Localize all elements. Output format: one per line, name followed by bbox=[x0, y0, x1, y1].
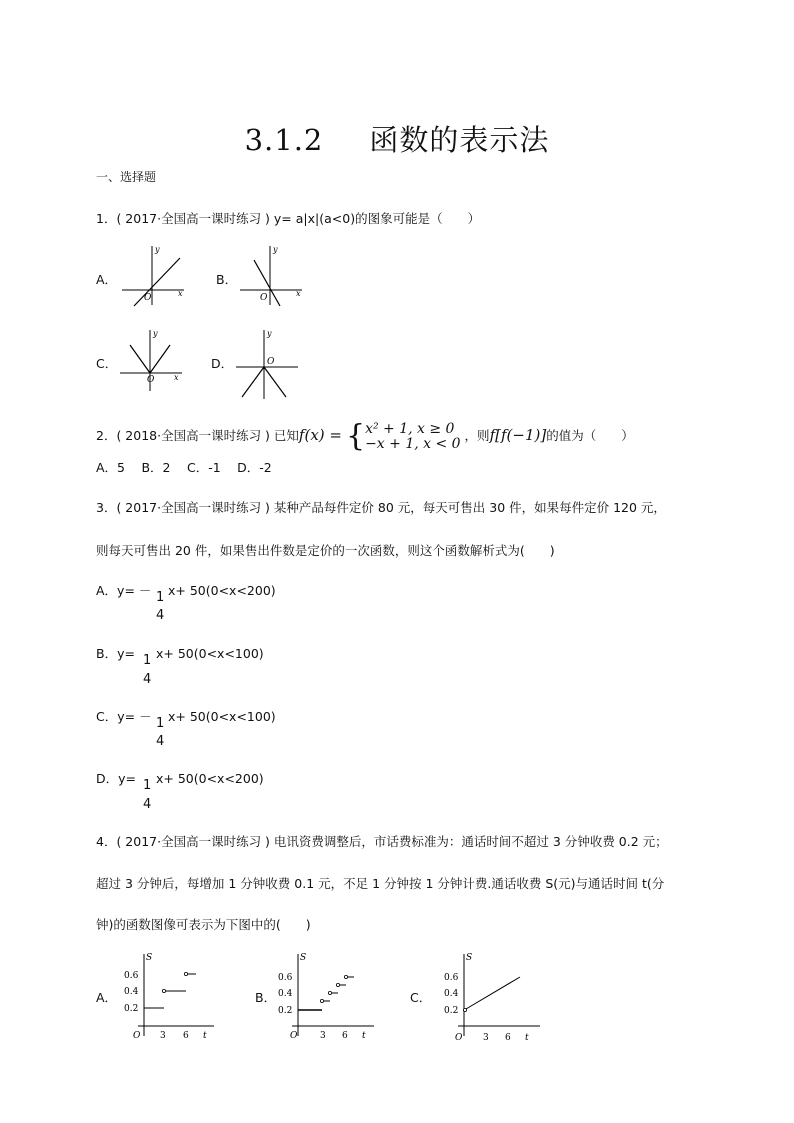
q3d-rest: x+ 50(0<x<200) bbox=[156, 771, 264, 786]
q3b-numerator: 1 bbox=[143, 653, 152, 668]
q4c-tick-3: 3 bbox=[483, 1033, 489, 1042]
q3b-rest: x+ 50(0<x<100) bbox=[156, 646, 264, 661]
q1-graph-b bbox=[240, 240, 310, 308]
q2-prefix: 2．( 2018·全国高一课时练习 ) 已知 bbox=[96, 428, 299, 443]
q2-suffix-tail: 的值为（ ） bbox=[546, 428, 634, 443]
q2-case-2: −x + 1, x < 0 bbox=[365, 435, 461, 452]
q3-line-1: 3．( 2017·全国高一课时练习 ) 某种产品每件定价 80 元，每天可售出 30 件，如果每件定价 120 元， bbox=[96, 500, 666, 515]
q3-line-2: 则每天可售出 20 件，如果售出件数是定价的一次函数，则这个函数解析式为( ) bbox=[96, 543, 555, 558]
q4-option-a-label: A． bbox=[96, 990, 118, 1005]
q3c-rest: x+ 50(0<x<100) bbox=[168, 709, 276, 724]
q4b-tick-06: 0.6 bbox=[278, 973, 293, 983]
q4a-tick-02: 0.2 bbox=[124, 1004, 139, 1014]
q1b-origin: O bbox=[260, 293, 268, 303]
q1a-x-label: x bbox=[178, 289, 183, 298]
q4-line-3: 钟)的函数图像可表示为下图中的( ) bbox=[96, 917, 311, 932]
q4-graph-b bbox=[274, 950, 378, 1042]
q4-option-b-label: B． bbox=[255, 990, 277, 1005]
q4a-tick-06: 0.6 bbox=[124, 971, 139, 981]
q4a-t-label: t bbox=[203, 1031, 207, 1041]
q1-option-b-label: B． bbox=[216, 272, 238, 287]
q4a-tick-04: 0.4 bbox=[124, 987, 139, 997]
q3d-numerator: 1 bbox=[143, 778, 152, 793]
q4c-tick-6: 6 bbox=[505, 1033, 511, 1042]
q1-graph-c bbox=[120, 325, 190, 393]
q4-graph-c bbox=[430, 950, 544, 1042]
q1b-x-label: x bbox=[296, 289, 301, 298]
q1c-y-label: y bbox=[153, 329, 158, 338]
q4c-tick-06: 0.6 bbox=[444, 973, 459, 983]
q3b-label: B．y= bbox=[96, 646, 135, 661]
q2-expression: f[f(−1)] bbox=[489, 426, 547, 444]
q2-case-1: x² + 1, x ≥ 0 bbox=[365, 420, 455, 437]
q4b-tick-6: 6 bbox=[342, 1031, 348, 1041]
q2-suffix-lead: ，则 bbox=[464, 428, 490, 443]
q3-option-c bbox=[96, 709, 152, 725]
q1d-origin: O bbox=[267, 357, 275, 367]
q4c-t-label: t bbox=[525, 1033, 529, 1042]
q1-option-c-label: C． bbox=[96, 356, 118, 371]
title-number: 3.1.2 bbox=[244, 123, 324, 157]
q4b-origin: O bbox=[290, 1031, 298, 1041]
q1a-origin: O bbox=[144, 293, 152, 303]
q3c-label: C．y= － bbox=[96, 709, 152, 724]
q4b-tick-04: 0.4 bbox=[278, 989, 293, 999]
q1d-y-label: y bbox=[267, 329, 272, 338]
question-1-stem: 1．( 2017·全国高一课时练习 ) y= a|x|(a<0)的图象可能是（ ） bbox=[96, 211, 481, 226]
q2-options: A．5 B．2 C．-1 D．-2 bbox=[96, 460, 272, 475]
q3c-numerator: 1 bbox=[156, 716, 165, 731]
q4c-origin: O bbox=[455, 1033, 463, 1042]
q4c-tick-02: 0.2 bbox=[444, 1006, 459, 1016]
q3-option-b bbox=[96, 646, 135, 662]
question-2-stem bbox=[96, 417, 634, 453]
q3a-rest: x+ 50(0<x<200) bbox=[168, 583, 276, 598]
q1b-y-label: y bbox=[273, 245, 278, 254]
q3a-label: A．y= － bbox=[96, 583, 152, 598]
section-heading: 一、选择题 bbox=[96, 170, 157, 184]
q1-graph-a bbox=[122, 240, 192, 308]
q4b-tick-02: 0.2 bbox=[278, 1006, 293, 1016]
q1-option-a-label: A． bbox=[96, 272, 118, 287]
q4b-s-label: S bbox=[300, 953, 307, 963]
q4c-s-label: S bbox=[466, 953, 473, 963]
q2-brace: { bbox=[345, 418, 366, 454]
q1c-x-label: x bbox=[174, 373, 179, 382]
q3c-denominator: 4 bbox=[156, 734, 165, 749]
q3a-denominator: 4 bbox=[156, 608, 165, 623]
q1a-y-label: y bbox=[155, 245, 160, 254]
q4-line-1: 4．( 2017·全国高一课时练习 ) 电讯资费调整后，市话费标准为：通话时间不超过 3 分钟收费 0.2 元； bbox=[96, 834, 668, 849]
q1-graph-d bbox=[236, 325, 306, 401]
q3d-denominator: 4 bbox=[143, 797, 152, 812]
q4a-origin: O bbox=[133, 1031, 141, 1041]
page-title bbox=[0, 118, 794, 159]
q4a-tick-3: 3 bbox=[160, 1031, 166, 1041]
q2-function: f(x) = bbox=[298, 426, 342, 444]
q3d-label: D．y= bbox=[96, 771, 136, 786]
q4-line-2: 超过 3 分钟后，每增加 1 分钟收费 0.1 元，不足 1 分钟按 1 分钟计费.通话收费 S(元)与通话时间 t(分 bbox=[96, 876, 665, 891]
q4b-t-label: t bbox=[362, 1031, 366, 1041]
q4a-tick-6: 6 bbox=[183, 1031, 189, 1041]
q2-cases bbox=[365, 422, 461, 452]
q3a-numerator: 1 bbox=[156, 590, 165, 605]
q1c-origin: O bbox=[147, 375, 155, 385]
q4b-tick-3: 3 bbox=[320, 1031, 326, 1041]
q3b-denominator: 4 bbox=[143, 672, 152, 687]
q4a-s-label: S bbox=[146, 953, 153, 963]
q3-option-a bbox=[96, 583, 151, 599]
q4c-tick-04: 0.4 bbox=[444, 989, 459, 999]
q1-option-d-label: D． bbox=[211, 356, 234, 371]
q4-option-c-label: C． bbox=[410, 990, 432, 1005]
q4-graph-a bbox=[116, 950, 218, 1042]
title-text: 函数的表示法 bbox=[369, 123, 550, 157]
q3-option-d bbox=[96, 771, 136, 787]
